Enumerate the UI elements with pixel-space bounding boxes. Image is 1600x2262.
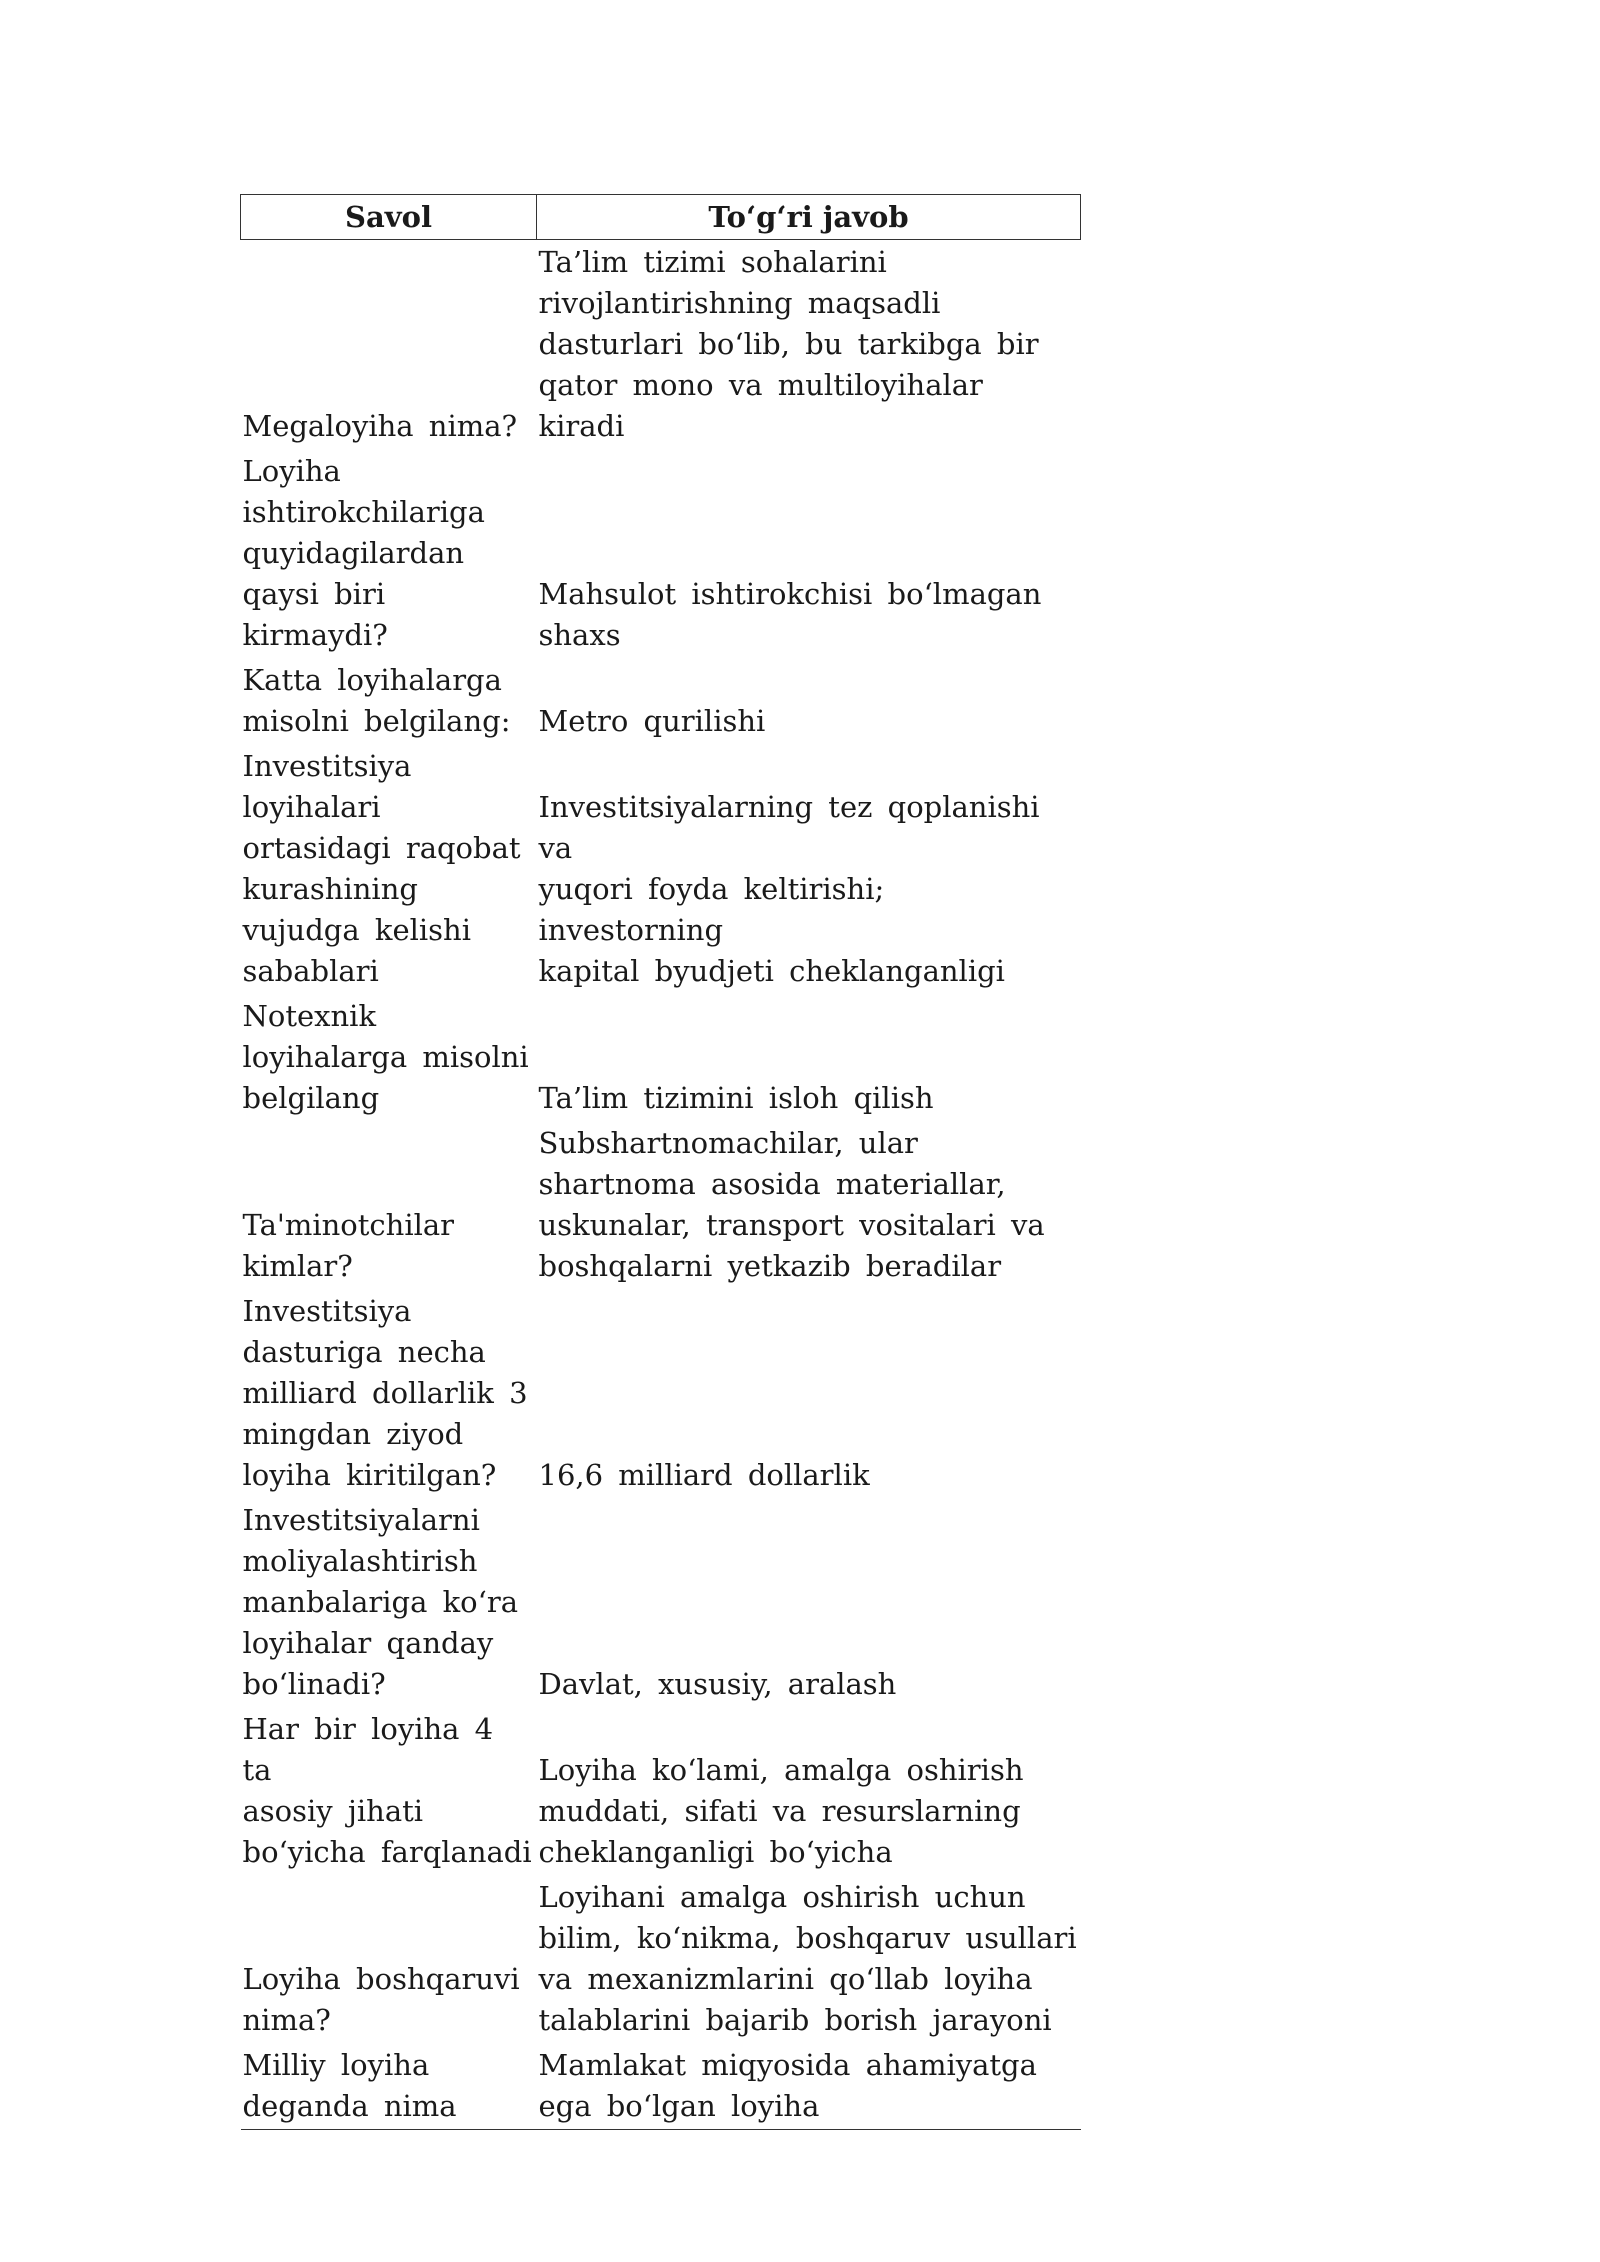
table-row <box>241 994 1081 1121</box>
table-body <box>241 240 1081 2130</box>
table-row <box>241 449 1081 658</box>
table-row <box>241 1707 1081 1875</box>
answer-cell: Ta’lim tizimini isloh qilish <box>538 1081 934 1115</box>
table-header-row <box>241 195 1081 240</box>
question-cell: Investitsiya loyihalari ortasidagi raqobat kurashining vujudga kelishi sabablari <box>242 749 521 988</box>
answer-cell: Ta’lim tizimi sohalarini rivojlantirishning maqsadli dasturlari bo‘lib, bu tarkibga bir qator mono va multiloyihalar kiradi <box>538 245 1039 443</box>
answer-cell: Investitsiyalarning tez qoplanishi va yuqori foyda keltirishi; investorning kapital byudjeti cheklanganligi <box>538 790 1040 988</box>
question-cell: Loyiha boshqaruvi nima? <box>242 1962 520 2037</box>
header-question: Savol <box>241 195 537 240</box>
answer-cell: Subshartnomachilar, ular shartnoma asosida materiallar, uskunalar, transport vositalari va boshqalarni yetkazib beradilar <box>538 1126 1045 1283</box>
table-row <box>241 1498 1081 1707</box>
qa-table <box>240 194 1081 2130</box>
answer-cell: Loyihani amalga oshirish uchun bilim, ko‘nikma, boshqaruv usullari va mexanizmlarini qo‘llab loyiha talablarini bajarib borish jarayoni <box>538 1880 1077 2037</box>
table-row <box>241 1875 1081 2043</box>
question-cell: Katta loyihalarga misolni belgilang: <box>242 663 511 738</box>
question-cell: Investitsiyalarni moliyalashtirish manbalariga ko‘ra loyihalar qanday bo‘linadi? <box>242 1503 518 1701</box>
table-row <box>241 1121 1081 1289</box>
question-cell: Milliy loyiha deganda nima <box>241 2043 537 2130</box>
question-cell: Notexnik loyihalarga misolni belgilang <box>242 999 529 1115</box>
answer-cell: Mamlakat miqyosida ahamiyatga ega bo‘lgan loyiha <box>537 2043 1081 2130</box>
answer-cell: Davlat, xususiy, aralash <box>538 1667 897 1701</box>
table-row <box>241 744 1081 994</box>
answer-cell: Loyiha ko‘lami, amalga oshirish muddati, sifati va resurslarning cheklanganligi bo‘yicha <box>538 1753 1024 1869</box>
table-row <box>241 240 1081 450</box>
answer-cell: 16,6 milliard dollarlik <box>538 1458 870 1492</box>
table-row <box>241 2043 1081 2130</box>
answer-cell: Mahsulot ishtirokchisi bo‘lmagan shaxs <box>538 577 1042 652</box>
question-cell: Megaloyiha nima? <box>242 409 518 443</box>
answer-cell: Metro qurilishi <box>538 704 766 738</box>
question-cell: Har bir loyiha 4 ta asosiy jihati bo‘yicha farqlanadi <box>242 1712 532 1869</box>
question-cell: Ta'minotchilar kimlar? <box>242 1208 455 1283</box>
header-answer: To‘g‘ri javob <box>537 195 1081 240</box>
question-cell: Loyiha ishtirokchilariga quyidagilardan qaysi biri kirmaydi? <box>242 454 485 652</box>
table-row <box>241 658 1081 744</box>
question-cell: Investitsiya dasturiga necha milliard dollarlik 3 mingdan ziyod loyiha kiritilgan? <box>242 1294 528 1492</box>
table-row <box>241 1289 1081 1498</box>
